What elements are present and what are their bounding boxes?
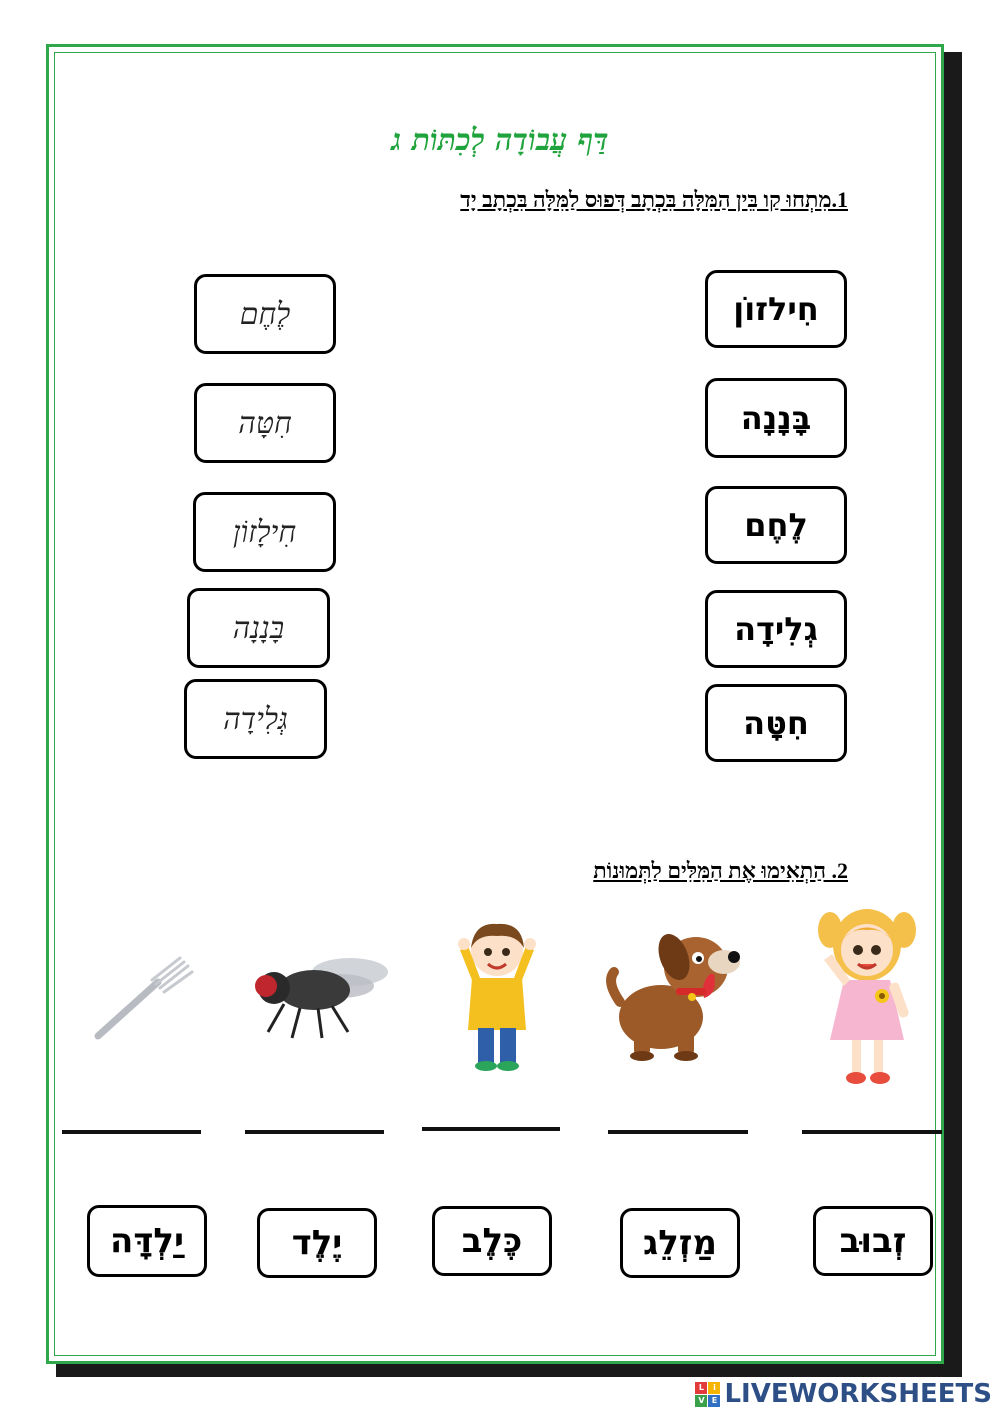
word-box[interactable]: זְבוּב <box>813 1206 933 1276</box>
print-word-box[interactable]: חִטָּה <box>705 684 847 762</box>
script-word-box[interactable]: לֶחֶם <box>194 274 336 354</box>
print-word-box[interactable]: בָּנָנָה <box>705 378 847 458</box>
section2-instruction: 2. הַתְאִימוּ אֶת הַמִּלִּים לַתְּמוּנוֹת <box>593 858 848 883</box>
girl-picture <box>812 900 922 1090</box>
liveworksheets-logo-icon: L i V E <box>695 1382 720 1407</box>
word-box[interactable]: מַזְלֵג <box>620 1208 740 1278</box>
print-word-box[interactable]: חִילזוֹן <box>705 270 847 348</box>
answer-line[interactable] <box>802 1130 942 1134</box>
boy-picture <box>456 920 538 1072</box>
liveworksheets-watermark <box>695 1379 992 1409</box>
answer-line[interactable] <box>422 1127 560 1131</box>
answer-line[interactable] <box>62 1130 201 1134</box>
fork-picture <box>88 956 200 1044</box>
section1-instruction: 1.מִתְחוּ קַו בֵּין הַמִּלָּה בִּכְתָב דְּפוּס לַמִּלָּה בִּכְתָב יָד <box>460 187 848 212</box>
word-box[interactable]: יֶלֶד <box>257 1208 377 1278</box>
answer-line[interactable] <box>245 1130 384 1134</box>
liveworksheets-text: LIVEWORKSHEETS <box>724 1379 992 1409</box>
script-word-box[interactable]: בָּנָנָה <box>187 588 330 668</box>
print-word-box[interactable]: לֶחֶם <box>705 486 847 564</box>
word-box[interactable]: יַלְדָּה <box>87 1205 207 1277</box>
word-box[interactable]: כֶּלֶב <box>432 1206 552 1276</box>
worksheet-title: דַּף עֲבוֹדָה לְכִתּוֹת ג <box>391 123 609 158</box>
answer-line[interactable] <box>608 1130 748 1134</box>
script-word-box[interactable]: גְּלִידָה <box>184 679 327 759</box>
script-word-box[interactable]: חִטָּה <box>194 383 336 463</box>
fly-picture <box>244 948 390 1044</box>
dog-picture <box>606 922 746 1062</box>
script-word-box[interactable]: חִילָזוֹן <box>193 492 336 572</box>
print-word-box[interactable]: גְלִידָה <box>705 590 847 668</box>
